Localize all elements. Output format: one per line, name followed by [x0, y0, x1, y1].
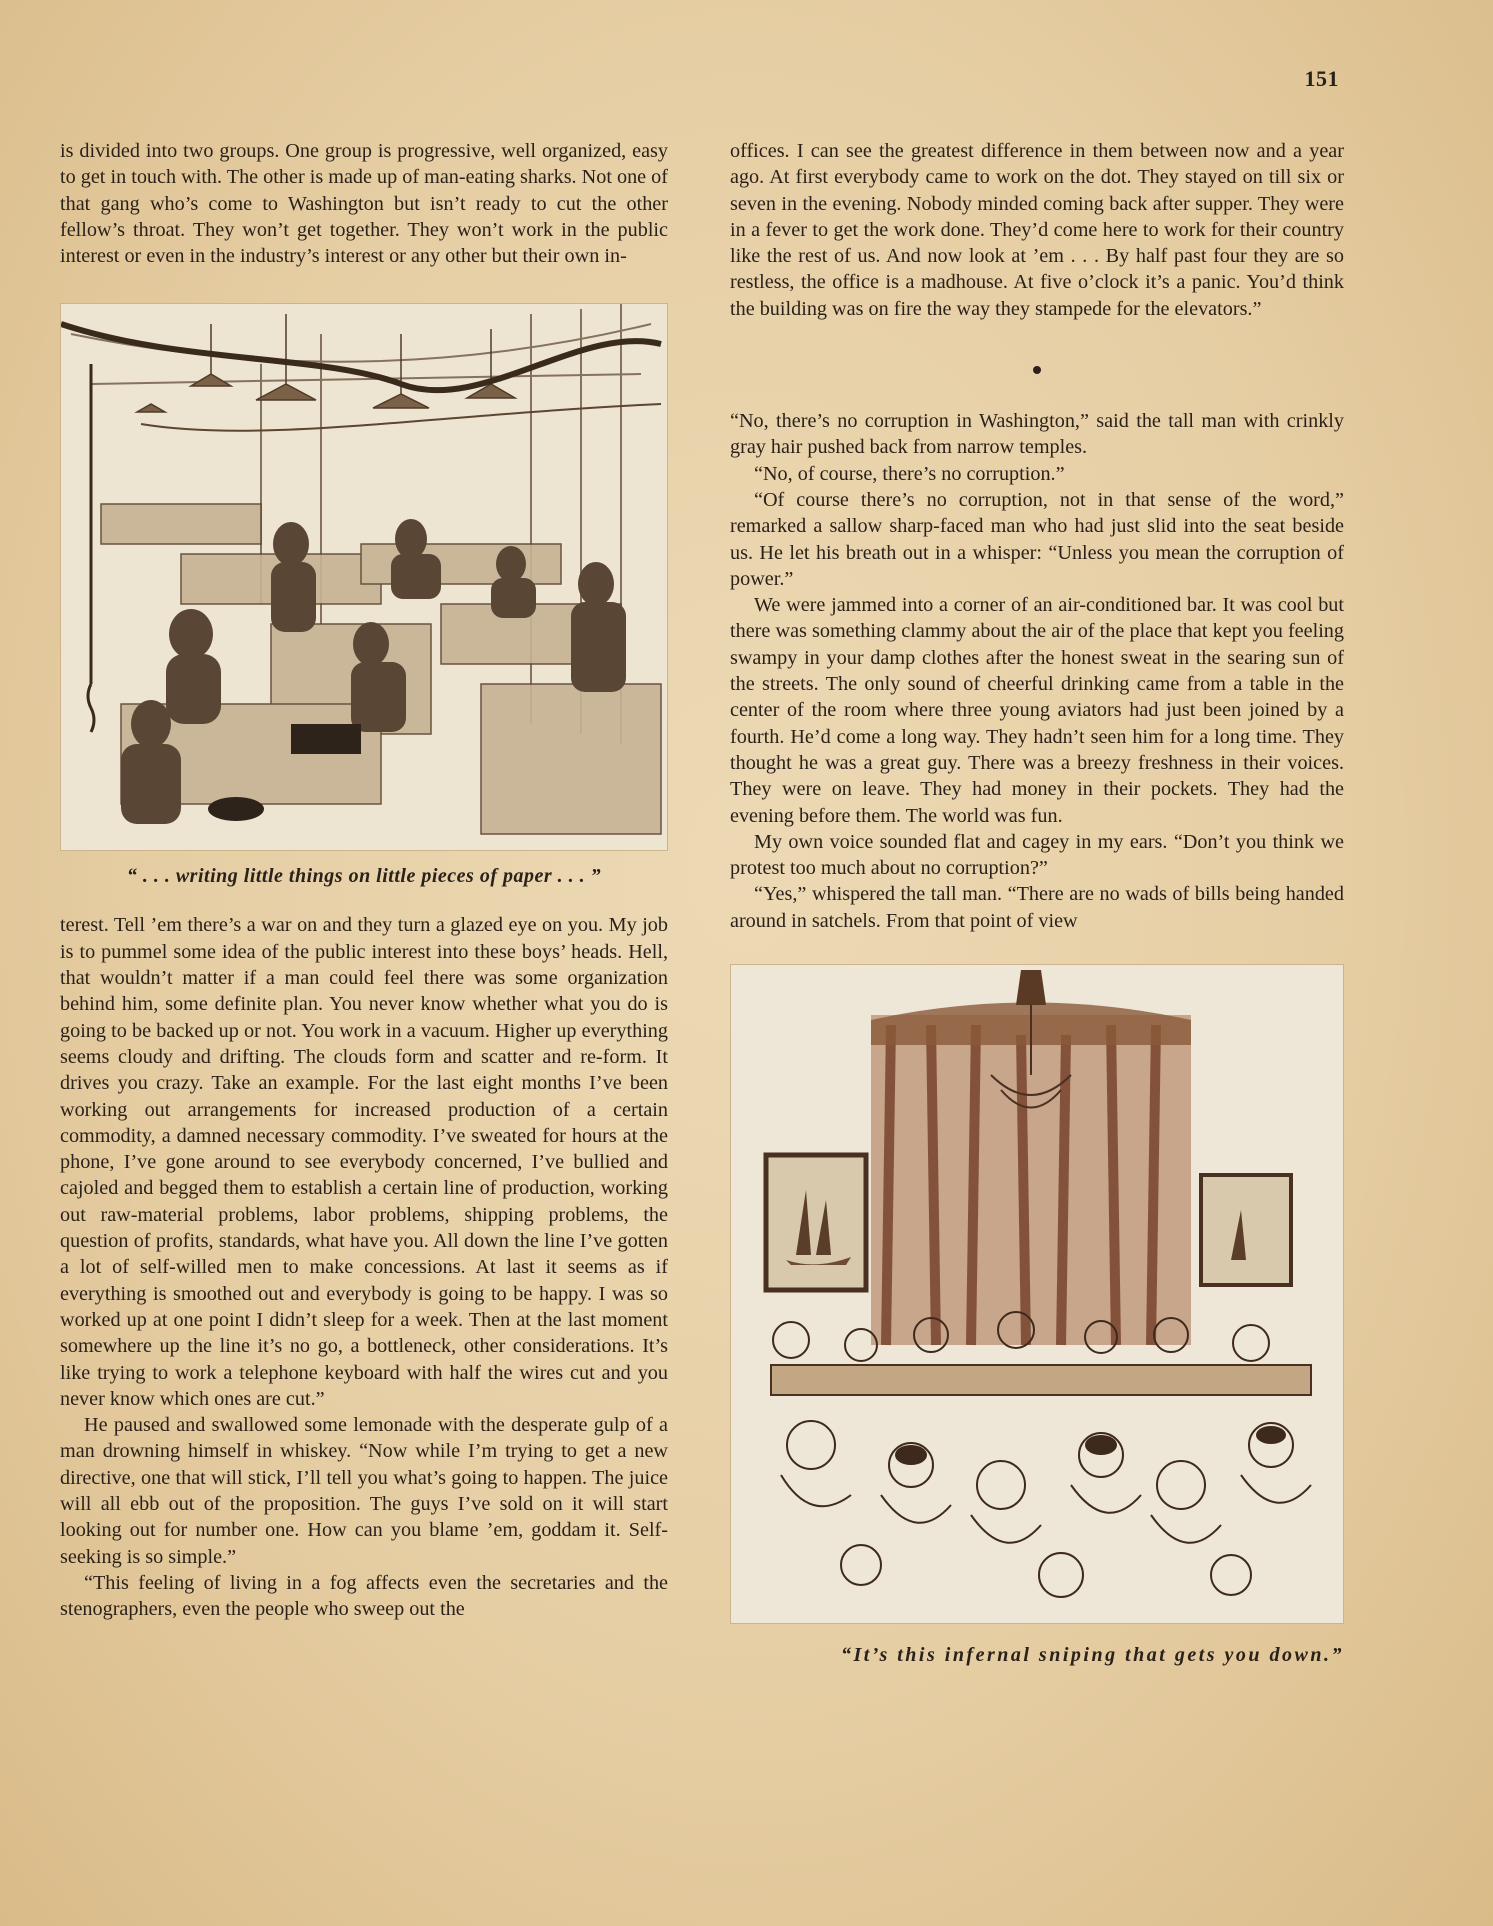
illustration-caption: “ . . . writing little things on little pieces of paper . . . ” [126, 865, 602, 888]
body-paragraph: “No, of course, there’s no corruption.” [754, 462, 1065, 485]
section-break-dot [1033, 366, 1041, 374]
left-column [60, 138, 668, 1623]
body-text-continued [60, 912, 668, 1622]
hearing-room-illustration [730, 964, 1344, 1624]
body-paragraph: is divided into two groups. One group is progressive, well organized, easy to get in touch with. The other is made up of man-eating sharks. Not one of that gang who’s come to Washington but isn’t ready to cut the other fellow’s throat. They won’t get together. They won’t work in the public interest or even in the industry’s interest or any other but their own in- [60, 140, 668, 268]
body-paragraph: “This feeling of living in a fog affects even the secretaries and the stenographers, even the people who sweep out the [60, 1571, 668, 1621]
right-column [730, 138, 1344, 1667]
body-paragraph: We were jammed into a corner of an air-conditioned bar. It was cool but there was something clammy about the air of the place that kept you feeling swampy in your damp clothes after the honest sweat in the searing sun of the streets. The only sound of cheerful drinking came from a table in the center of the room where three young aviators had just been joined by a fourth. He’d come a long way. They hadn’t seen him for a long time. They thought he was a great guy. There was a breezy freshness in their voices. They were on leave. They had money in their pockets. They had the evening before them. The world was fun. [730, 594, 1344, 827]
hearing-scene-drawing [731, 965, 1343, 1623]
body-paragraph: My own voice sounded flat and cagey in my ears. “Don’t you think we protest too much about no corruption?” [730, 830, 1344, 880]
page-number: 151 [1304, 66, 1339, 91]
body-paragraph: “Yes,” whispered the tall man. “There are no wads of bills being handed around in satchels. From that point of view [730, 883, 1344, 932]
office-scene-drawing [61, 304, 667, 850]
body-paragraph: He paused and swallowed some lemonade with the desperate gulp of a man drowning himself in whiskey. “Now while I’m trying to get a new directive, one that will stick, I’ll tell you what’s going to happen. The juice will all ebb out of the proposition. The guys I’ve sold on it will start looking out for number one. How can you blame ’em, goddam it. Self-seeking is so simple.” [60, 1414, 668, 1568]
office-illustration [60, 303, 668, 851]
body-paragraph: “Of course there’s no corruption, not in that sense of the word,” remarked a sallow sharp-faced man who had just slid into the seat beside us. He let his breath out in a whisper: “Unless you mean the corruption of power.” [730, 488, 1344, 590]
body-paragraph: terest. Tell ’em there’s a war on and they turn a glazed eye on you. My job is to pummel some idea of the public interest into these boys’ heads. Hell, that wouldn’t matter if a man could feel there was some organization behind him, some definite plan. You never know whether what you do is going to be backed up or not. You work in a vacuum. Higher up everything seems cloudy and drifting. The clouds form and scatter and re-form. It drives you crazy. Take an example. For the last eight months I’ve been working out arrangements for increased production of a certain commodity, a damned necessary commodity. I’ve sweated for hours at the phone, I’ve gone around to see everybody concerned, I’ve bullied and cajoled and begged them to establish a certain line of production, working out raw-material problems, labor problems, shipping problems, the question of profits, standards, what have you. All down the line I’ve gotten a lot of self-willed men to make concessions. At last it seems as if everything is smoothed out and everybody is going to be happy. I was so worked up at one point I didn’t sleep for a week. Then at the last moment somewhere up the line it’s no go, a bottleneck, other considerations. It’s like trying to work a telephone keyboard with half the wires cut and you never know which ones are cut.” [60, 914, 668, 1410]
body-paragraph: “No, there’s no corruption in Washington,” said the tall man with crinkly gray hair pushed back from narrow temples. [730, 410, 1344, 459]
body-paragraph: offices. I can see the greatest difference in them between now and a year ago. At first everybody came to work on the dot. They stayed on till six or seven in the evening. Nobody minded coming back after supper. They were in a fever to get the work done. They’d come here to work for their country like the rest of us. And now look at ’em . . . By half past four they are so restless, the office is a madhouse. At five o’clock it’s a panic. You’d think the building was on fire the way they stampede for the elevators.” [730, 140, 1344, 320]
illustration-caption: “It’s this infernal sniping that gets you down.” [840, 1644, 1344, 1667]
